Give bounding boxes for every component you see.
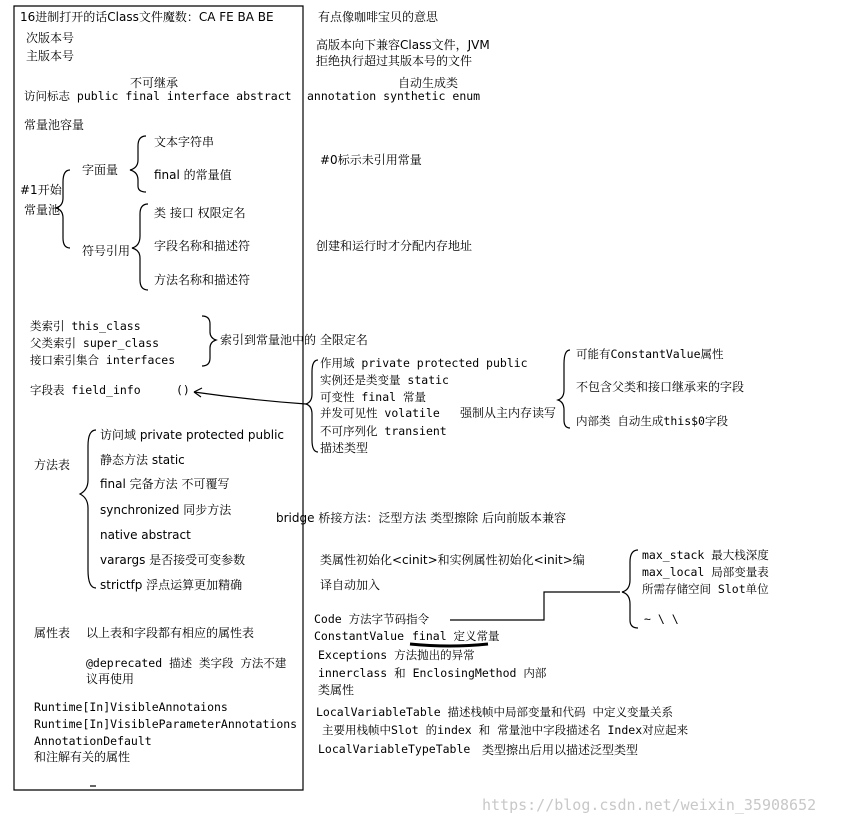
method-table-label: 方法表 (34, 458, 71, 472)
method-desc-label: 方法名称和描述符 (154, 273, 251, 287)
exceptions-label: Exceptions 方法抛出的异常 (318, 648, 475, 662)
innerclass-label-1: innerclass 和 EnclosingMethod 内部 (318, 666, 547, 680)
super-class-label: 父类索引 super_class (30, 336, 160, 350)
compat-label-1: 高版本向下兼容Class文件，JVM (316, 38, 490, 52)
clinit-label-2: 译自动加入 (320, 578, 381, 592)
annotation-default-label: AnnotationDefault (34, 734, 152, 748)
max-stack-label: max_stack 最大栈深度 (642, 548, 769, 562)
text-string-label: 文本字符串 (154, 135, 215, 149)
no-inherit-fields-label: 不包含父类和接口继承来的字段 (576, 380, 745, 394)
index-pool-label: 索引到常量池中的 全限定名 (220, 333, 368, 347)
interfaces-label: 接口索引集合 interfaces (30, 353, 176, 367)
lvtt-label: LocalVariableTypeTable (318, 742, 471, 756)
lvtt-desc-label: 类型擦出后用以描述泛型类型 (482, 743, 639, 757)
squiggle-mark: ~ \ \ (644, 612, 679, 626)
deprecated-label-2: 议再使用 (86, 672, 135, 686)
deprecated-label-1: @deprecated 描述 类字段 方法不建 (86, 656, 287, 670)
field-scope-label: 作用域 private protected public (320, 356, 528, 370)
constant-value-attr-label: 可能有ConstantValue属性 (576, 347, 724, 361)
method-final-label: final 完备方法 不可覆写 (100, 477, 230, 491)
symref-brace (132, 204, 148, 290)
lvt-label-2: 主要用栈帧中Slot 的index 和 常量池中字段描述名 Index对应起来 (322, 723, 689, 737)
field-volatile-label: 并发可见性 volatile (320, 406, 440, 420)
final-const-label: final 的常量值 (154, 168, 232, 182)
magic-number-label: 16进制打开的话Class文件魔数：CA FE BA BE (20, 10, 274, 24)
index-brace (202, 316, 216, 366)
zero-unref-label: #0标示未引用常量 (320, 153, 422, 167)
max-local-label: max_local 局部变量表 (642, 565, 769, 579)
minor-version-label: 次版本号 (26, 31, 75, 45)
this-class-label: 类索引 this_class (30, 319, 141, 333)
inner-this-label: 内部类 自动生成this$0字段 (576, 414, 728, 428)
bridge-label: bridge 桥接方法：泛型方法 类型擦除 后向前版本兼容 (276, 511, 566, 525)
rt-annotations-label: Runtime[In]VisibleAnnotaions (34, 700, 228, 714)
method-static-label: 静态方法 static (100, 453, 185, 467)
runtime-alloc-label: 创建和运行时才分配内存地址 (316, 239, 473, 253)
pool-count-label: 常量池容量 (24, 118, 85, 132)
field-info-parens: () (176, 383, 190, 397)
method-brace (80, 430, 96, 588)
watermark: https://blog.csdn.net/weixin_35908652 (482, 796, 817, 814)
field-arrow (194, 392, 306, 404)
symbolic-ref-label: 符号引用 (82, 244, 131, 258)
field-right-brace (558, 350, 570, 428)
field-brace (306, 360, 318, 452)
constantvalue-label: ConstantValue (314, 629, 405, 643)
attr-desc-label: 以上表和字段都有相应的属性表 (86, 626, 255, 640)
rt-param-annotations-label: Runtime[In]VisibleParameterAnnotations (34, 717, 298, 731)
annotation-related-label: 和注解有关的属性 (34, 750, 131, 764)
literal-brace (130, 136, 146, 192)
method-access-label: 访问域 private protected public (100, 428, 284, 442)
slot-label: 所需存储空间 Slot单位 (642, 582, 769, 596)
start-one-label: #1开始 (20, 183, 62, 197)
field-static-label: 实例还是类变量 static (320, 373, 449, 387)
field-desc-type-label: 描述类型 (320, 441, 369, 455)
final-def-label: final 定义常量 (412, 629, 500, 643)
method-sync-label: synchronized 同步方法 (100, 503, 232, 517)
field-final-label: 可变性 final 常量 (320, 390, 426, 404)
access-flags-rest: annotation synthetic enum (307, 89, 481, 103)
field-desc-label: 字段名称和描述符 (154, 239, 251, 253)
compat-label-2: 拒绝执行超过其版本号的文件 (316, 54, 473, 68)
major-version-label: 主版本号 (26, 49, 75, 63)
method-varargs-label: varargs 是否接受可变参数 (100, 553, 246, 567)
not-inherit-label: 不可继承 (130, 76, 179, 90)
class-interface-label: 类 接口 权限定名 (154, 206, 246, 220)
field-info-label: 字段表 field_info (30, 383, 141, 397)
coffee-label: 有点像咖啡宝贝的意思 (318, 10, 439, 24)
code-label: Code 方法字节码指令 (314, 612, 430, 626)
method-native-label: native abstract (100, 528, 191, 542)
code-brace (622, 550, 638, 628)
auto-gen-label: 自动生成类 (398, 76, 459, 90)
literal-label: 字面量 (82, 163, 119, 177)
field-volatile-note: 强制从主内存读写 (460, 406, 557, 420)
final-underline (410, 644, 488, 646)
innerclass-label-2: 类属性 (318, 683, 355, 697)
attr-table-label: 属性表 (34, 626, 71, 640)
code-arrow (450, 592, 620, 620)
method-strictfp-label: strictfp 浮点运算更加精确 (100, 578, 243, 592)
clinit-label-1: 类属性初始化<cinit>和实例属性初始化<init>编 (320, 553, 585, 567)
constant-pool-label: 常量池 (24, 203, 61, 217)
lvt-label: LocalVariableTable 描述栈帧中局部变量和代码 中定义变量关系 (316, 705, 673, 719)
field-transient-label: 不可序列化 transient (320, 424, 447, 438)
access-flags-label: 访问标志 public final interface abstract (24, 89, 292, 103)
